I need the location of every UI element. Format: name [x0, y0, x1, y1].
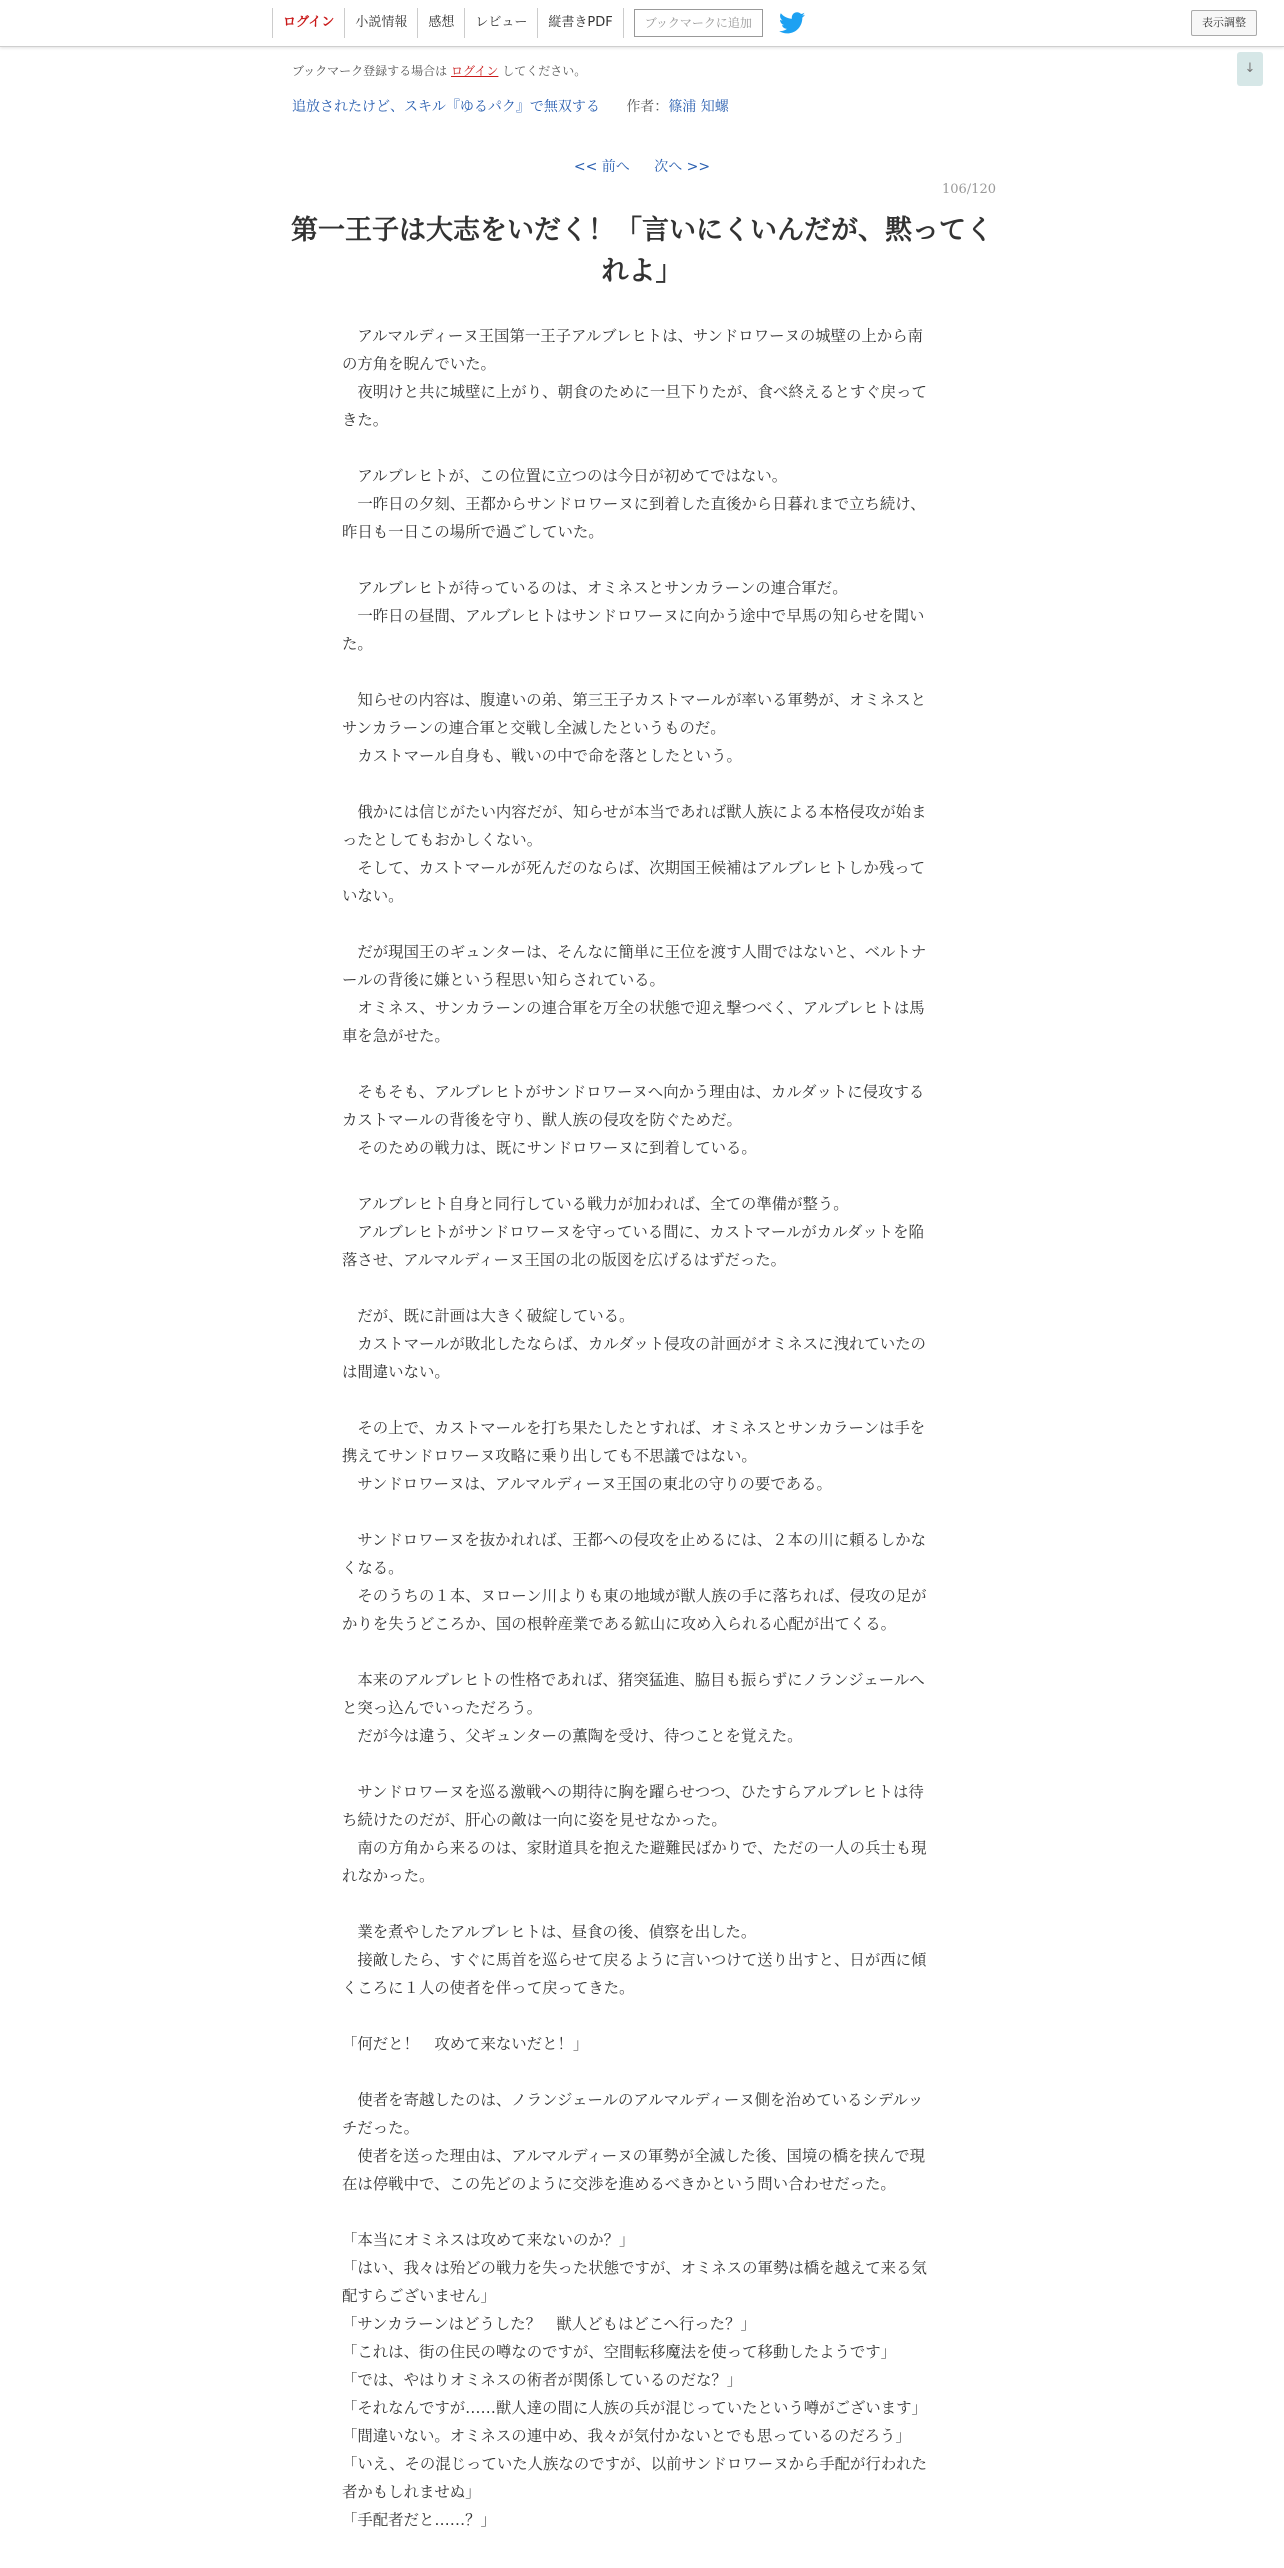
paragraph-spacer	[342, 546, 936, 574]
body-paragraph: 接敵したら、すぐに馬首を巡らせて戻るように言いつけて送り出すと、日が西に傾くころに１人の使者を伴って戻ってきた。	[342, 1951, 927, 1997]
body-paragraph: アルブレヒトがサンドロワーヌを守っている間に、カストマールがカルダットを陥落させ、アルマルディーヌ王国の北の版図を広げるはずだった。	[342, 1223, 924, 1269]
body-paragraph: 「はい、我々は殆どの戦力を失った状態ですが、オミネスの軍勢は橋を越えて来る気配すらございません」	[342, 2259, 927, 2305]
body-paragraph: オミネス、サンカラーンの連合軍を万全の状態で迎え撃つべく、アルブレヒトは馬車を急がせた。	[342, 999, 925, 1045]
bookmark-note-login-link[interactable]: ログイン	[451, 64, 499, 78]
body-paragraph: アルブレヒトが待っているのは、オミネスとサンカラーンの連合軍だ。	[342, 579, 848, 597]
chapter-title: 第一王子は大志をいだく！「言いにくいんだが、黙ってくれよ」	[291, 215, 993, 287]
body-paragraph: アルマルディーヌ王国第一王子アルブレヒトは、サンドロワーヌの城壁の上から南の方角を睨んでいた。	[342, 327, 923, 373]
paragraph-spacer	[342, 910, 936, 938]
paragraph-spacer	[342, 1890, 936, 1918]
nav-review-link[interactable]: レビュー	[464, 8, 537, 38]
body-paragraph: 「では、やはりオミネスの術者が関係しているのだな？」	[342, 2371, 743, 2389]
body-paragraph: その上で、カストマールを打ち果たしたとすれば、オミネスとサンカラーンは手を携えてサンドロワーヌ攻略に乗り出しても不思議ではない。	[342, 1419, 926, 1465]
body-paragraph: 「これは、街の住民の噂なのですが、空間転移魔法を使って移動したようです」	[342, 2343, 897, 2361]
body-paragraph: そのうちの１本、ヌローン川よりも東の地域が獣人族の手に落ちれば、侵攻の足がかりを失うどころか、国の根幹産業である鉱山に攻め入られる心配が出てくる。	[342, 1587, 927, 1633]
body-paragraph: だが、既に計画は大きく破綻している。	[342, 1307, 635, 1325]
bookmark-note-suffix: してください。	[502, 64, 587, 78]
display-settings-button[interactable]: 表示調整	[1191, 10, 1257, 36]
paragraph-spacer	[342, 1050, 936, 1078]
paragraph-spacer	[342, 2198, 936, 2226]
bookmark-login-note	[292, 62, 586, 79]
body-paragraph: 使者を寄越したのは、ノランジェールのアルマルディーヌ側を治めているシデルッチだった。	[342, 2091, 924, 2137]
body-paragraph: カストマール自身も、戦いの中で命を落としたという。	[342, 747, 742, 765]
paragraph-spacer	[342, 658, 936, 686]
next-chapter-link[interactable]: 次へ >>	[654, 159, 711, 175]
paragraph-spacer	[342, 434, 936, 462]
body-paragraph: だが現国王のギュンターは、そんなに簡単に王位を渡す人間ではないと、ベルトナールの背後に嫌という程思い知らされている。	[342, 943, 927, 989]
scroll-down-arrow-icon[interactable]: ↓	[1237, 52, 1263, 86]
body-paragraph: 使者を送った理由は、アルマルディーヌの軍勢が全滅した後、国境の橋を挟んで現在は停戦中で、この先どのように交渉を進めるべきかという問い合わせだった。	[342, 2147, 925, 2193]
paragraph-spacer	[342, 1162, 936, 1190]
nav-login-link[interactable]: ログイン	[272, 8, 344, 38]
paragraph-spacer	[342, 1638, 936, 1666]
novel-title-link[interactable]: 追放されたけど、スキル『ゆるパク』で無双する	[292, 99, 600, 115]
nav-menu	[272, 8, 805, 38]
body-paragraph: 本来のアルブレヒトの性格であれば、猪突猛進、脇目も振らずにノランジェールへと突っ込んでいっただろう。	[342, 1671, 925, 1717]
body-paragraph: 一昨日の夕刻、王都からサンドロワーヌに到着した直後から日暮れまで立ち続け、昨日も一日この場所で過ごしていた。	[342, 495, 926, 541]
body-paragraph: 夜明けと共に城壁に上がり、朝食のために一旦下りたが、食べ終えるとすぐ戻ってきた。	[342, 383, 927, 429]
body-paragraph: 一昨日の昼間、アルブレヒトはサンドロワーヌに向かう途中で早馬の知らせを聞いた。	[342, 607, 925, 653]
nav-impressions-link[interactable]: 感想	[417, 8, 464, 38]
body-paragraph: サンドロワーヌを抜かれれば、王都への侵攻を止めるには、２本の川に頼るしかなくなる。	[342, 1531, 927, 1577]
paragraph-spacer	[342, 1274, 936, 1302]
body-paragraph: 「間違いない。オミネスの連中め、我々が気付かないとでも思っているのだろう」	[342, 2427, 911, 2445]
body-paragraph: 「本当にオミネスは攻めて来ないのか？」	[342, 2231, 635, 2249]
paragraph-spacer	[342, 2002, 936, 2030]
body-paragraph: サンドロワーヌは、アルマルディーヌ王国の東北の守りの要である。	[342, 1475, 832, 1493]
body-paragraph: 「いえ、その混じっていた人族なのですが、以前サンドロワーヌから手配が行われた者かもしれませぬ」	[342, 2455, 927, 2501]
body-paragraph: そして、カストマールが死んだのならば、次期国王候補はアルブレヒトしか残っていない。	[342, 859, 925, 905]
bookmark-note-prefix: ブックマーク登録する場合は	[292, 64, 448, 78]
paragraph-spacer	[342, 1750, 936, 1778]
chapter-pager	[0, 156, 1284, 176]
paragraph-spacer	[342, 2058, 936, 2086]
top-navigation	[0, 0, 1284, 47]
author-link[interactable]: 篠浦 知螺	[668, 99, 729, 115]
chapter-body	[342, 322, 936, 2534]
body-paragraph: 「何だと！ 攻めて来ないだと！」	[342, 2035, 589, 2053]
novel-header	[292, 96, 729, 116]
body-paragraph: そもそも、アルブレヒトがサンドロワーヌへ向かう理由は、カルダットに侵攻するカストマールの背後を守り、獣人族の侵攻を防ぐためだ。	[342, 1083, 925, 1129]
body-paragraph: 知らせの内容は、腹違いの弟、第三王子カストマールが率いる軍勢が、オミネスとサンカラーンの連合軍と交戦し全滅したというものだ。	[342, 691, 927, 737]
paragraph-spacer	[342, 770, 936, 798]
twitter-bird-icon[interactable]	[779, 12, 805, 34]
nav-novel-info-link[interactable]: 小説情報	[344, 8, 417, 38]
body-paragraph: 南の方角から来るのは、家財道具を抱えた避難民ばかりで、ただの一人の兵士も現れなかった。	[342, 1839, 927, 1885]
nav-vertical-pdf-link[interactable]: 縦書きPDF	[537, 8, 623, 38]
paragraph-spacer	[342, 1498, 936, 1526]
paragraph-spacer	[342, 1386, 936, 1414]
body-paragraph: アルブレヒトが、この位置に立つのは今日が初めてではない。	[342, 467, 788, 485]
bookmark-add-button[interactable]: ブックマークに追加	[634, 9, 763, 37]
body-paragraph: 俄かには信じがたい内容だが、知らせが本当であれば獣人族による本格侵攻が始まったとしてもおかしくない。	[342, 803, 927, 849]
chapter-page-count: 106/120	[941, 182, 996, 197]
author-label: 作者：	[626, 99, 669, 115]
body-paragraph: 「手配者だと……？」	[342, 2511, 496, 2529]
prev-chapter-link[interactable]: << 前へ	[573, 159, 630, 175]
body-paragraph: 「サンカラーンはどうした？ 獣人どもはどこへ行った？」	[342, 2315, 756, 2333]
body-paragraph: カストマールが敗北したならば、カルダット侵攻の計画がオミネスに洩れていたのは間違いない。	[342, 1335, 926, 1381]
body-paragraph: そのための戦力は、既にサンドロワーヌに到着している。	[342, 1139, 757, 1157]
body-paragraph: サンドロワーヌを巡る激戦への期待に胸を躍らせつつ、ひたすらアルブレヒトは待ち続けたのだが、肝心の敵は一向に姿を見せなかった。	[342, 1783, 924, 1829]
body-paragraph: 「それなんですが……獣人達の間に人族の兵が混じっていたという噂がございます」	[342, 2399, 927, 2417]
body-paragraph: だが今は違う、父ギュンターの薫陶を受け、待つことを覚えた。	[342, 1727, 803, 1745]
body-paragraph: アルブレヒト自身と同行している戦力が加われば、全ての準備が整う。	[342, 1195, 849, 1213]
body-paragraph: 業を煮やしたアルブレヒトは、昼食の後、偵察を出した。	[342, 1923, 757, 1941]
